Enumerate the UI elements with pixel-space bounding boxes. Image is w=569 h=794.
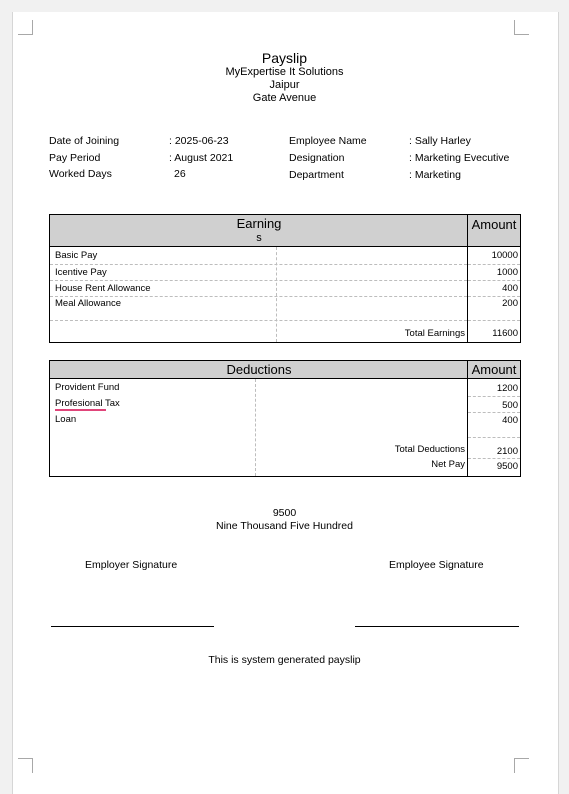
incentive-pay-label: Icentive Pay — [55, 267, 107, 278]
earnings-header — [50, 217, 468, 245]
house-rent-label: House Rent Allowance — [55, 283, 151, 294]
employee-name-label: Employee Name — [289, 135, 367, 147]
professional-tax-label — [55, 398, 120, 409]
net-pay-amount: 9500 — [496, 461, 518, 472]
row-divider — [50, 320, 467, 321]
crop-mark-bottom-left — [18, 758, 33, 773]
date-of-joining-value: : 2025-06-23 — [169, 135, 229, 147]
basic-pay-label: Basic Pay — [55, 250, 98, 261]
row-divider — [50, 280, 467, 281]
provident-fund-label: Provident Fund — [55, 382, 120, 393]
info-right-labels — [289, 133, 367, 184]
worked-days-value: 26 — [174, 168, 186, 180]
crop-mark-bottom-right — [514, 758, 529, 773]
employer-signature-line — [51, 626, 214, 627]
row-divider — [468, 458, 520, 459]
deductions-amount-header: Amount — [471, 362, 517, 377]
professional-tax-misspelled-word[interactable]: Profesional — [55, 398, 103, 409]
crop-mark-top-right — [514, 20, 529, 35]
info-right-values — [409, 133, 509, 184]
earnings-amount-divider — [467, 215, 468, 342]
row-divider — [468, 396, 520, 397]
row-divider — [468, 296, 520, 297]
loan-amount: 400 — [502, 415, 518, 426]
payslip-title: Payslip — [261, 50, 308, 66]
company-city: Jaipur — [269, 79, 300, 91]
professional-tax-amount: 500 — [502, 400, 518, 411]
row-divider — [468, 437, 520, 438]
row-divider — [468, 280, 520, 281]
total-earnings-label: Total Earnings — [404, 328, 465, 339]
loan-label: Loan — [55, 414, 77, 425]
row-divider — [468, 412, 520, 413]
spellcheck-underline — [55, 409, 106, 411]
row-divider — [50, 296, 467, 297]
crop-mark-top-left — [18, 20, 33, 35]
meal-allowance-amount: 200 — [502, 298, 518, 309]
house-rent-amount: 400 — [502, 283, 518, 294]
designation-value: : Marketing Evecutive — [409, 152, 510, 164]
provident-fund-amount: 1200 — [496, 383, 518, 394]
earnings-header-line1: Earning — [236, 216, 282, 231]
worked-days-label: Worked Days — [49, 168, 112, 180]
department-value: : Marketing — [409, 169, 461, 181]
net-pay-number: 9500 — [272, 507, 297, 519]
total-deductions-amount: 2100 — [496, 446, 518, 457]
earnings-table — [49, 214, 521, 343]
professional-tax-label-rest: Tax — [102, 398, 120, 409]
date-of-joining-label: Date of Joining — [49, 135, 120, 147]
employee-signature-label: Employee Signature — [389, 559, 484, 571]
incentive-pay-amount: 1000 — [496, 267, 518, 278]
deductions-header: Deductions — [226, 362, 292, 377]
row-divider — [468, 264, 520, 265]
net-pay-label: Net Pay — [431, 459, 465, 470]
pay-period-value: : August 2021 — [169, 151, 234, 164]
department-label: Department — [289, 169, 344, 181]
row-divider — [468, 320, 520, 321]
company-street: Gate Avenue — [252, 92, 317, 104]
employee-name-value: : Sally Harley — [409, 135, 471, 147]
meal-allowance-label: Meal Allowance — [55, 298, 122, 309]
earnings-header-line2: s — [256, 232, 262, 244]
net-pay-words: Nine Thousand Five Hundred — [216, 520, 353, 532]
employer-signature-label: Employer Signature — [85, 559, 178, 571]
total-earnings-amount: 11600 — [492, 328, 518, 339]
company-name: MyExpertise It Solutions — [225, 66, 344, 78]
deductions-table — [49, 360, 521, 477]
info-left-labels — [49, 133, 119, 183]
earnings-amount-header: Amount — [471, 217, 517, 232]
footer-note: This is system generated payslip — [208, 654, 361, 666]
basic-pay-amount: 10000 — [491, 250, 518, 261]
total-deductions-label: Total Deductions — [394, 444, 465, 455]
row-divider — [50, 264, 467, 265]
employee-signature-line — [355, 626, 519, 627]
info-left-values — [169, 133, 233, 183]
pay-period-label: Pay Period — [49, 151, 101, 164]
designation-label: Designation — [289, 152, 345, 164]
